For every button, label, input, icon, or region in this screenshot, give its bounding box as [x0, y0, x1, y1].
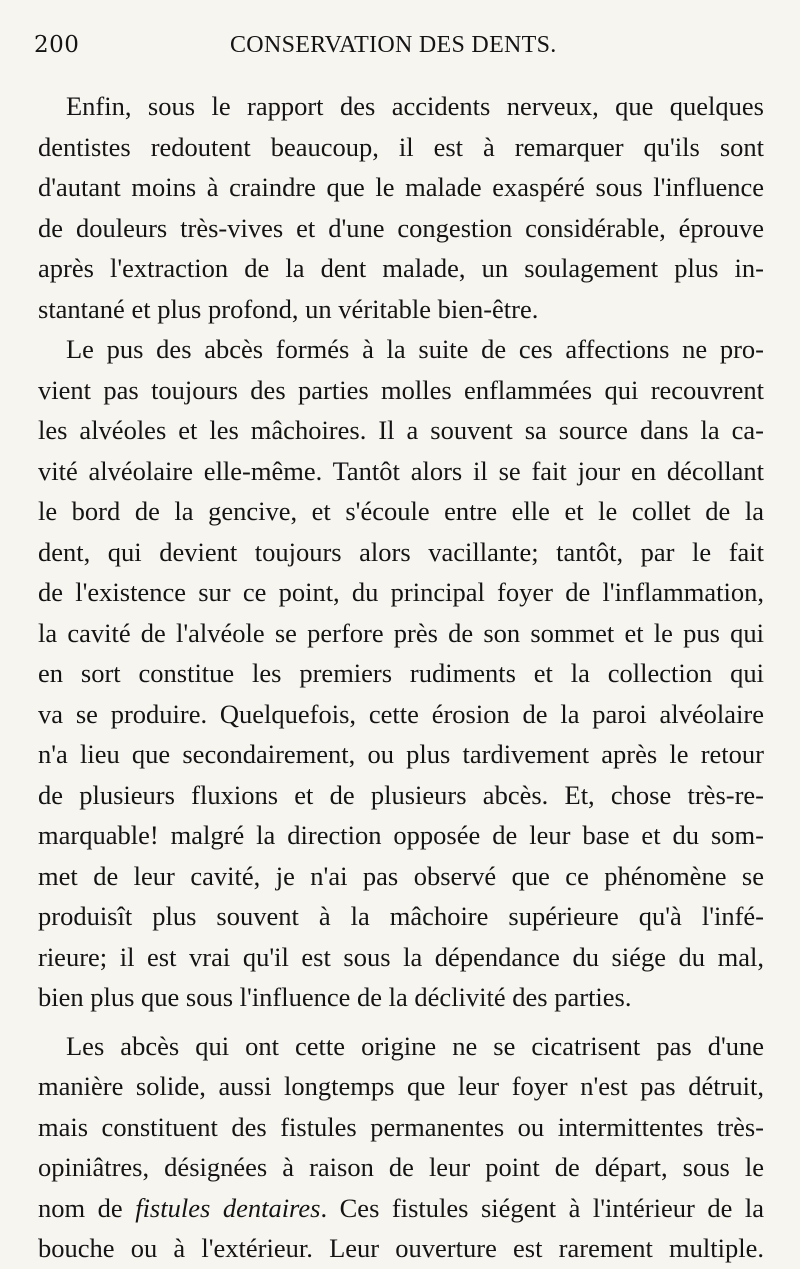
running-head: CONSERVATION DES DENTS. — [230, 32, 557, 58]
page-number: 200 — [34, 32, 80, 58]
text-line: en sort constitue les premiers rudiments et la collection qui — [38, 658, 764, 688]
text-line: stantané et plus profond, un véritable bien-être. — [38, 293, 539, 324]
paragraph-2 — [38, 329, 764, 1018]
text-line: Les abcès qui ont cette origine ne se cicatrisent pas d'une — [66, 1030, 764, 1061]
paragraph-3 — [38, 1026, 764, 1269]
text-line: le bord de la gencive, et s'écoule entre elle et le collet de la — [38, 496, 764, 526]
text-line: bien plus que sous l'influence de la déclivité des parties. — [38, 982, 632, 1012]
text-line: rieure; il est vrai qu'il est sous la dépendance du siége du mal, — [38, 941, 764, 972]
text-line: n'a lieu que secondairement, ou plus tardivement après le retour — [38, 739, 764, 769]
paragraph-1 — [38, 86, 764, 329]
text-line: de douleurs très-vives et d'une congestion considérable, éprouve — [38, 212, 764, 243]
italic-term: fistules dentaires — [135, 1192, 321, 1223]
text-line: d'autant moins à craindre que le malade exaspéré sous l'influence — [38, 172, 764, 202]
paragraph-gap — [38, 1018, 764, 1026]
text-line: Enfin, sous le rapport des accidents nerveux, que quelques — [66, 91, 764, 121]
text-line: vité alvéolaire elle-même. Tantôt alors il se fait jour en décollant — [38, 455, 764, 486]
body-text — [38, 86, 764, 1269]
text-line: dent, qui devient toujours alors vacillante; tantôt, par le fait — [38, 536, 764, 567]
text-line: les alvéoles et les mâchoires. Il a souvent sa source dans la ca- — [38, 415, 764, 445]
text-line: la cavité de l'alvéole se perfore près de son sommet et le pus qui — [38, 617, 764, 648]
text-line: après l'extraction de la dent malade, un soulagement plus in- — [38, 253, 764, 283]
text-line: dentistes redoutent beaucoup, il est à remarquer qu'ils sont — [38, 131, 764, 162]
text-line: de l'existence sur ce point, du principal foyer de l'inflammation, — [38, 577, 764, 607]
text-line-with-italic — [38, 1188, 764, 1229]
text-line: met de leur cavité, je n'ai pas observé que ce phénomène se — [38, 860, 764, 891]
text-line: mais constituent des fistules permanentes ou intermittentes très- — [38, 1111, 764, 1142]
text-line: marquable! malgré la direction opposée de leur base et du som- — [38, 820, 764, 850]
text-line: manière solide, aussi longtemps que leur foyer n'est pas détruit, — [38, 1071, 764, 1101]
page-header — [34, 32, 774, 68]
text-line: vient pas toujours des parties molles enflammées qui recouvrent — [38, 374, 764, 405]
text-line: de plusieurs fluxions et de plusieurs abcès. Et, chose très-re- — [38, 779, 764, 810]
text-segment: . Ces fistules siégent à l'intérieur de la — [320, 1192, 764, 1223]
text-line: opiniâtres, désignées à raison de leur point de départ, sous le — [38, 1152, 764, 1182]
text-line: Le pus des abcès formés à la suite de ces affections ne pro- — [66, 334, 764, 364]
text-line: bouche ou à l'extérieur. Leur ouverture est rarement multiple. — [38, 1233, 764, 1263]
text-segment: nom de — [38, 1192, 136, 1223]
text-line: va se produire. Quelquefois, cette érosion de la paroi alvéolaire — [38, 698, 764, 729]
text-line: produisît plus souvent à la mâchoire supérieure qu'à l'infé- — [38, 901, 764, 931]
